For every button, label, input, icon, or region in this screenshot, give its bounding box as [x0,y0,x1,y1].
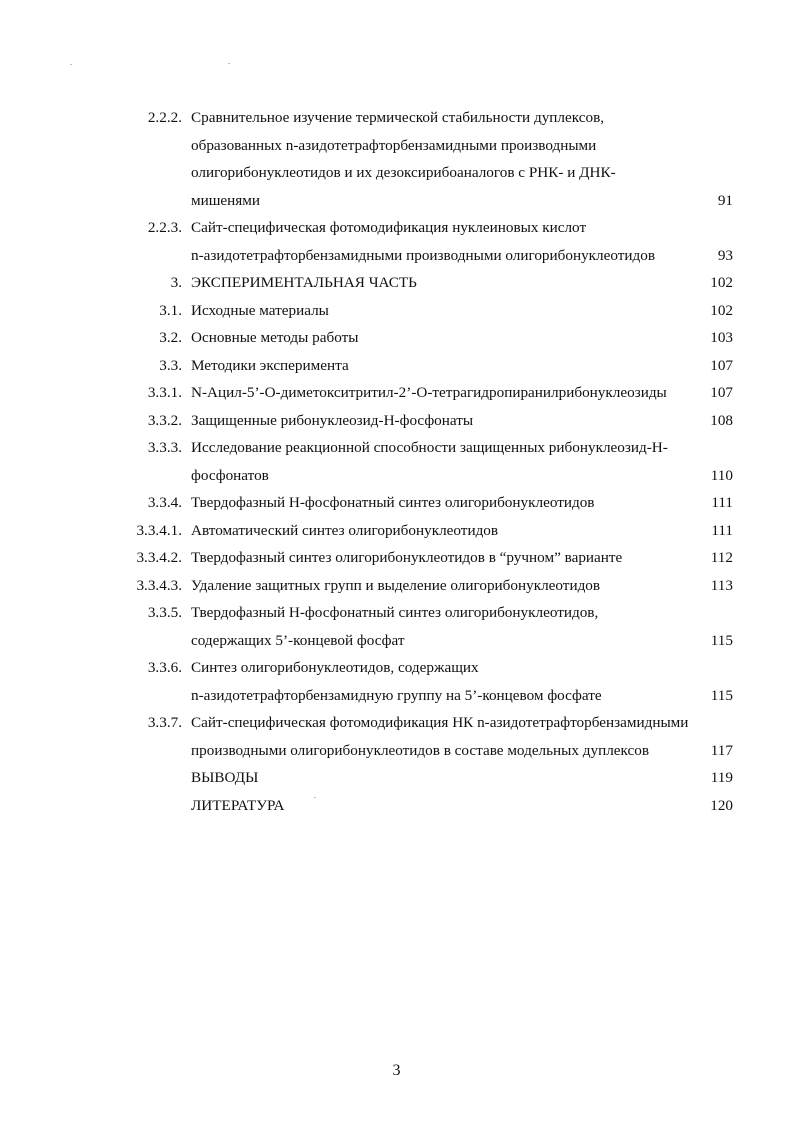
toc-entry-number: 3.3.1. [147,384,182,401]
toc-entry-page: 110 [710,466,733,484]
toc-entry-page: 91 [717,191,733,209]
toc-entry-number: 3.2. [159,329,182,346]
scan-speck [314,797,316,798]
toc-entry-line [0,489,793,517]
toc-entry-title: мишенями [191,191,261,209]
toc-entry-number: 3. [170,274,182,291]
toc-entry-line [0,682,793,710]
toc-entry-title: Исследование реакционной способности защищенных рибонуклеозид-Н- [191,439,668,456]
toc-entry-title: ЭКСПЕРИМЕНТАЛЬНАЯ ЧАСТЬ [191,274,417,291]
toc-entry-page: 111 [711,494,733,511]
toc-entry-title: Основные методы работы [191,329,359,346]
toc-entry-title: Сайт-специфическая фотомодификация НК n-азидотетрафторбензамидными [191,714,689,731]
toc-entry-line [0,764,793,792]
toc-entry-title: Методики эксперимента [191,356,349,374]
toc-entry-number: 3.3.4.2. [136,549,182,566]
toc-entry-number: 3.3.3. [147,439,182,456]
toc-entry-page: 119 [710,769,733,786]
toc-entry-number: 3.3.2. [147,411,182,429]
toc-entry-line [0,572,793,600]
toc-entry-title: Удаление защитных групп и выделение олигорибонуклеотидов [191,576,601,594]
toc-entry-line [0,132,793,160]
toc-entry-title: фосфонатов [191,466,269,484]
toc-entry-number: 3.3.6. [147,659,182,676]
toc-entry-number: 3.3.5. [147,604,182,621]
toc-entry-number: 2.2.3. [147,219,182,236]
toc-entry-page: 113 [710,576,733,594]
toc-entry-line [0,269,793,297]
toc-entry-title: Твердофазный синтез олигорибонуклеотидов в “ручном” варианте [191,549,623,566]
toc-entry-title: Защищенные рибонуклеозид-Н-фосфонаты [191,411,474,429]
toc-entry-page: 107 [710,356,733,374]
scan-speck [228,63,230,64]
page-number: 3 [392,1062,401,1079]
toc-entry-title: производными олигорибонуклеотидов в составе модельных дуплексов [191,741,650,759]
toc-entry-line [0,297,793,325]
toc-entry-title: содержащих 5’-концевой фосфат [191,631,405,649]
toc-entry-page: 111 [711,521,733,539]
toc-entry-title: n-азидотетрафторбензамидными производными олигорибонуклеотидов [191,246,656,264]
toc-entry-line [0,407,793,435]
toc-entry-line [0,379,793,407]
toc-entry-number: 3.1. [159,301,182,319]
toc-entry-line [0,324,793,352]
toc-entry-page: 120 [710,796,733,814]
toc-entry-page: 103 [710,329,733,346]
toc-entry-page: 93 [717,246,733,264]
toc-entry-title: олигорибонуклеотидов и их дезоксирибоаналогов с РНК- и ДНК- [191,164,616,181]
toc-entry-line [0,627,793,655]
toc-entry-number: 3.3.7. [147,714,182,731]
toc-entry-page: 102 [710,274,733,291]
toc-entry-number: 2.2.2. [147,109,182,126]
toc-entry-title: Сайт-специфическая фотомодификация нуклеиновых кислот [191,219,587,236]
toc-entry-line [0,434,793,462]
toc-entry-line [0,242,793,270]
toc-entry-page: 117 [710,741,733,759]
toc-entry-line [0,517,793,545]
toc-entry-title: ЛИТЕРАТУРА [191,796,285,814]
toc-entry-line [0,792,793,820]
toc-entry-line [0,214,793,242]
scan-speck [70,64,72,65]
toc-entry-title: Твердофазный Н-фосфонатный синтез олигорибонуклеотидов [191,494,595,511]
toc-entry-title: Исходные материалы [191,301,329,319]
toc-entry-line [0,187,793,215]
toc-entry-number: 3.3.4.1. [136,521,182,539]
toc-entry-title: Сравнительное изучение термической стабильности дуплексов, [191,109,605,126]
toc-entry-line [0,159,793,187]
toc-entry-number: 3.3.4.3. [136,576,182,594]
toc-entry-number: 3.3.4. [147,494,182,511]
toc-entry-page: 108 [710,411,733,429]
toc-entry-page: 115 [710,686,733,704]
toc-entry-title: Синтез олигорибонуклеотидов, содержащих [191,659,479,676]
toc-entry-line [0,104,793,132]
toc-entry-title: n-азидотетрафторбензамидную группу на 5’-концевом фосфате [191,686,602,704]
toc-entry-title: ВЫВОДЫ [191,769,259,786]
toc-entry-number: 3.3. [159,356,182,374]
toc-entry-line [0,654,793,682]
toc-entry-title: Твердофазный Н-фосфонатный синтез олигорибонуклеотидов, [191,604,599,621]
toc-entry-page: 102 [710,301,733,319]
toc-entry-line [0,737,793,765]
toc-entry-page: 115 [710,631,733,649]
toc-entry-page: 107 [710,384,733,401]
toc-entry-line [0,352,793,380]
toc-entry-page: 112 [710,549,733,566]
toc-entry-title: N-Ацил-5’-О-диметокситритил-2’-О-тетрагидропиранилрибонуклеозиды [191,384,667,401]
toc-entry-line [0,462,793,490]
toc-entry-line [0,709,793,737]
toc-entry-line [0,544,793,572]
toc-entry-title: образованных n-азидотетрафторбензамидными производными [191,136,597,154]
table-of-contents [0,104,793,819]
toc-entry-title: Автоматический синтез олигорибонуклеотидов [191,521,499,539]
toc-entry-line [0,599,793,627]
